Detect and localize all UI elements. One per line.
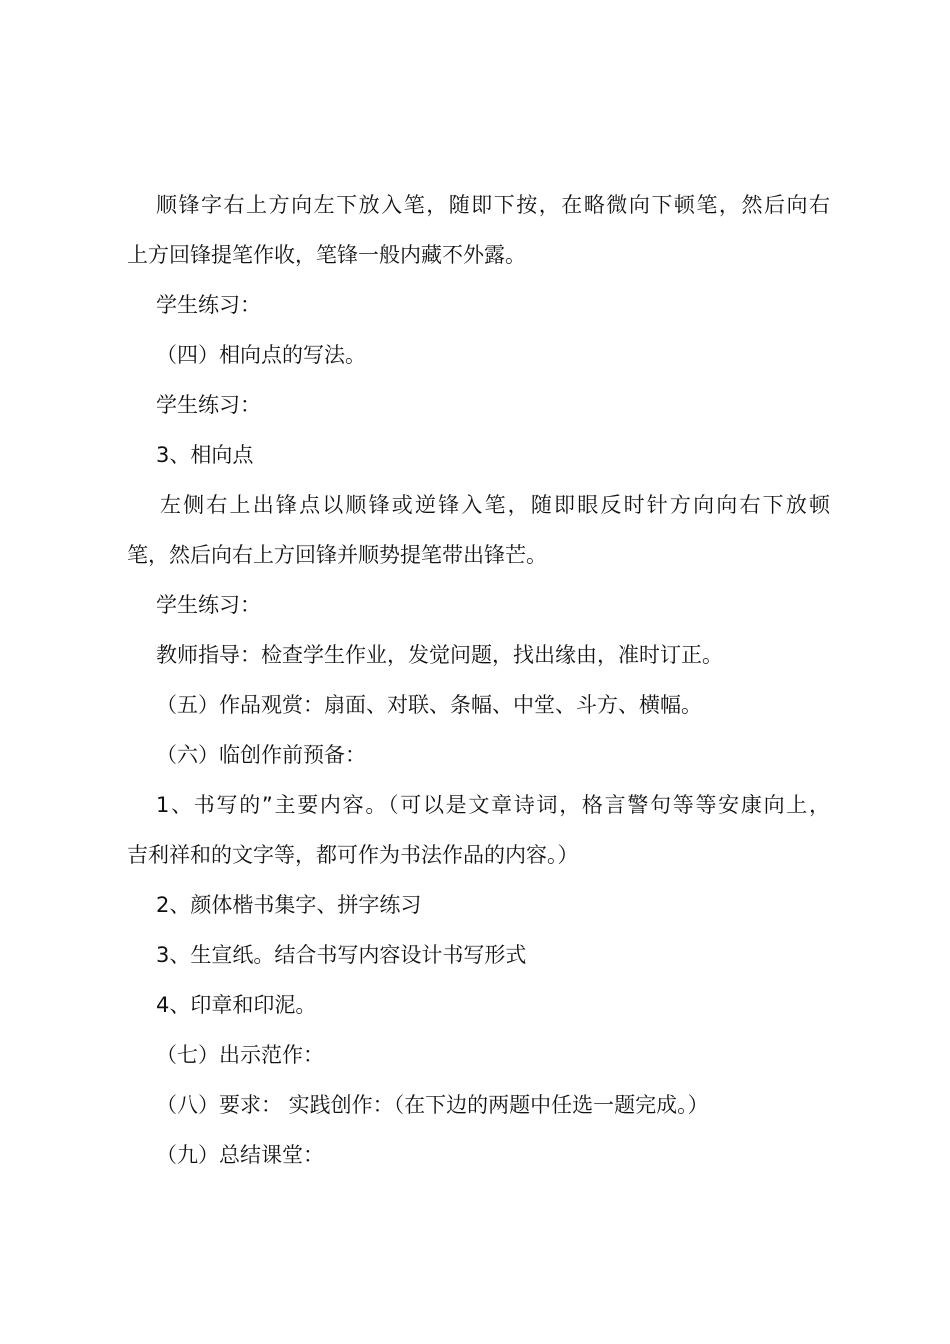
- paragraph-line: 4、印章和印泥。: [156, 993, 317, 1017]
- section-heading: （五）作品观赏：扇面、对联、条幅、中堂、斗方、横幅。: [156, 693, 702, 717]
- paragraph-line: 教师指导：检查学生作业，发觉问题，找出缘由，准时订正。: [156, 643, 723, 667]
- paragraph-line: 吉利祥和的文字等，都可作为书法作品的内容。）: [127, 843, 579, 867]
- paragraph-line: 学生练习：: [156, 293, 261, 317]
- paragraph-line: 学生练习：: [156, 393, 261, 417]
- paragraph-line: 3、生宣纸。结合书写内容设计书写形式: [156, 943, 527, 967]
- paragraph-line: 顺锋字右上方向左下放入笔，随即下按，在略微向下顿笔，然后向右: [156, 193, 830, 217]
- paragraph-line: 左侧右上出锋点以顺锋或逆锋入笔，随即眼反时针方向向右下放顿: [160, 493, 830, 517]
- section-heading: （四）相向点的写法。: [156, 343, 366, 367]
- paragraph-line: 1、书写的”主要内容。（可以是文章诗词，格言警句等等安康向上，: [156, 793, 830, 817]
- section-heading: （六）临创作前预备：: [156, 743, 366, 767]
- paragraph-line: 3、相向点: [156, 443, 254, 467]
- paragraph-line: 2、颜体楷书集字、拼字练习: [156, 893, 422, 917]
- paragraph-line: 上方回锋提笔作收，笔锋一般内藏不外露。: [127, 243, 526, 267]
- section-heading: （八）要求： 实践创作：（在下边的两题中任选一题完成。）: [156, 1093, 709, 1117]
- paragraph-line: 笔，然后向右上方回锋并顺势提笔带出锋芒。: [127, 543, 547, 567]
- section-heading: （九）总结课堂：: [156, 1143, 324, 1167]
- paragraph-line: 学生练习：: [156, 593, 261, 617]
- section-heading: （七）出示范作：: [156, 1043, 324, 1067]
